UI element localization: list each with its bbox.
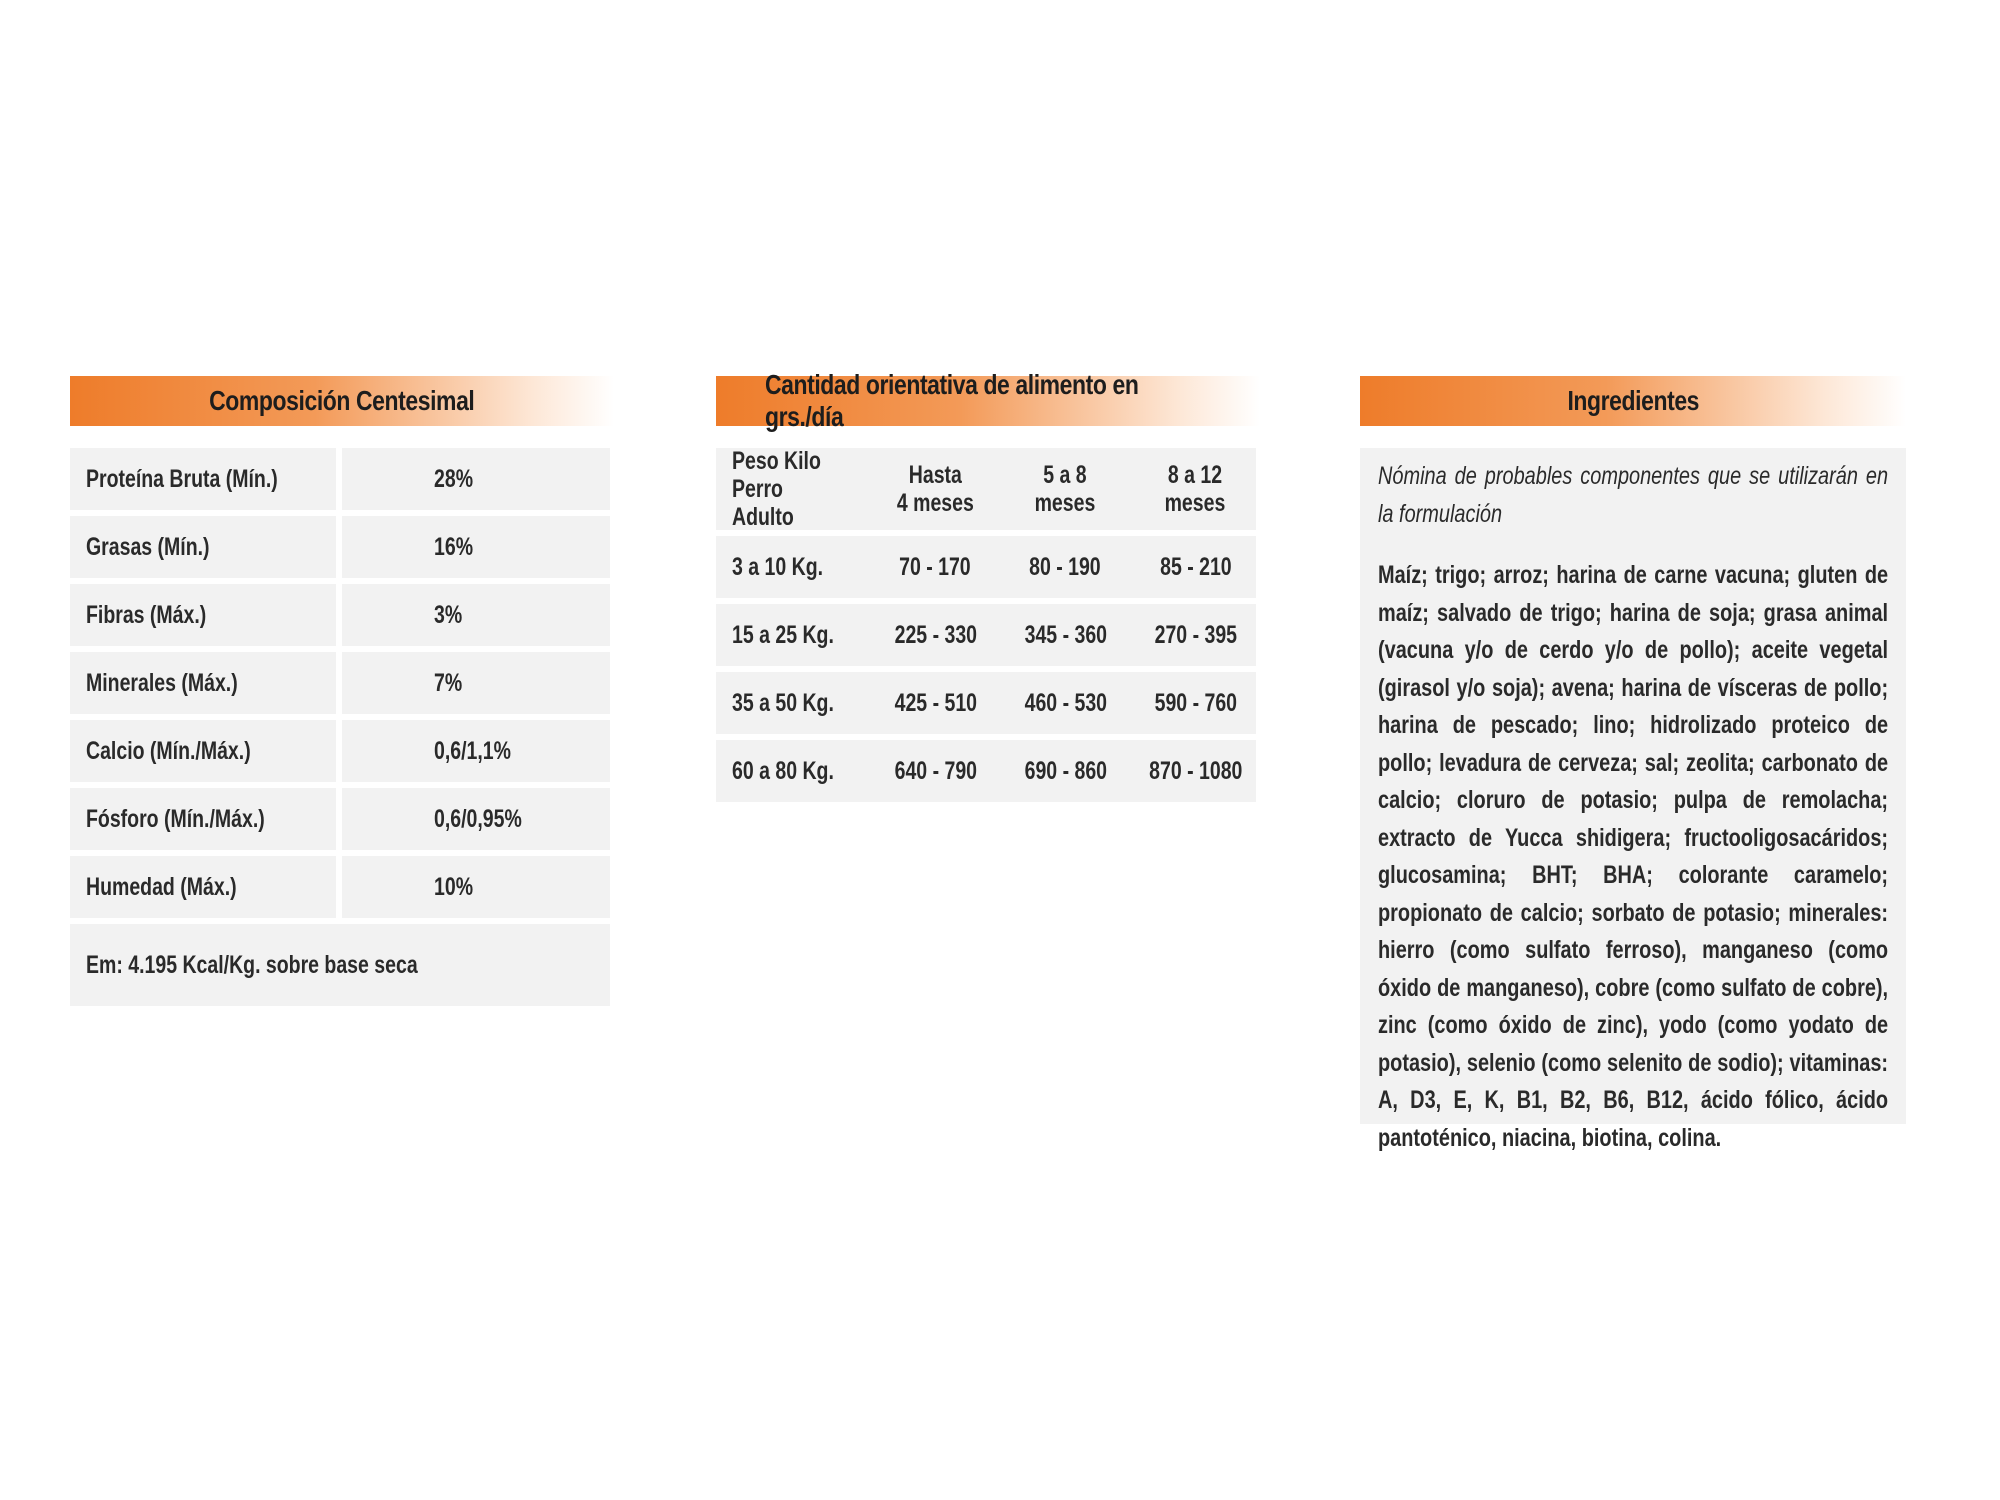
composicion-label: Grasas (Mín.) xyxy=(86,532,210,561)
table-cell xyxy=(716,621,875,649)
cell-text: 870 - 1080 xyxy=(1148,757,1243,785)
composicion-value: 10% xyxy=(434,872,474,901)
composicion-label: Minerales (Máx.) xyxy=(86,668,238,697)
column-header-text: Hasta 4 meses xyxy=(896,461,974,517)
composicion-label: Proteína Bruta (Mín.) xyxy=(86,464,278,493)
composicion-table xyxy=(70,448,614,1006)
composicion-value-cell xyxy=(342,788,610,850)
ingredientes-box xyxy=(1360,448,1906,1152)
cell-text: 15 a 25 Kg. xyxy=(732,621,834,649)
composicion-label-cell xyxy=(70,584,336,646)
table-cell xyxy=(716,553,875,581)
composicion-label: Fósforo (Mín./Máx.) xyxy=(86,804,265,833)
ingredientes-title: Ingredientes xyxy=(1567,385,1699,416)
cell-text: 270 - 395 xyxy=(1154,621,1237,649)
composicion-label-cell xyxy=(70,652,336,714)
composicion-panel xyxy=(70,376,614,1006)
cell-text: 345 - 360 xyxy=(1024,621,1107,649)
composicion-value: 0,6/1,1% xyxy=(434,736,511,765)
composicion-footer xyxy=(70,924,610,1006)
cantidad-header xyxy=(716,369,1260,432)
composicion-value: 28% xyxy=(434,464,474,493)
cell-text: 35 a 50 Kg. xyxy=(732,689,834,717)
energy-note: Em: 4.195 Kcal/Kg. sobre base seca xyxy=(86,950,418,979)
composicion-label: Humedad (Máx.) xyxy=(86,872,237,901)
table-row xyxy=(716,536,1256,598)
composicion-value-cell xyxy=(342,856,610,918)
composicion-value-cell xyxy=(342,448,610,510)
table-row xyxy=(716,672,1256,734)
composicion-value: 7% xyxy=(434,668,463,697)
column-header-text: Peso Kilo Perro Adulto xyxy=(732,447,821,531)
composicion-label-cell xyxy=(70,720,336,782)
table-cell xyxy=(875,553,996,581)
table-cell xyxy=(1135,757,1256,785)
table-header-row xyxy=(716,448,1256,530)
column-header xyxy=(716,447,875,531)
table-cell xyxy=(875,689,996,717)
table-cell xyxy=(1135,689,1256,717)
cantidad-title: Cantidad orientativa de alimento en grs./día xyxy=(764,369,1139,432)
table-row xyxy=(70,856,614,918)
cell-text: 60 a 80 Kg. xyxy=(732,757,834,785)
cantidad-panel xyxy=(716,369,1260,808)
table-row xyxy=(70,652,614,714)
table-row xyxy=(716,604,1256,666)
composicion-value: 0,6/0,95% xyxy=(434,804,522,833)
table-cell xyxy=(875,621,996,649)
composicion-value-cell xyxy=(342,720,610,782)
cell-text: 70 - 170 xyxy=(899,553,972,581)
ingredientes-panel xyxy=(1360,376,1906,1152)
cell-text: 460 - 530 xyxy=(1024,689,1107,717)
column-header xyxy=(875,461,996,517)
table-cell xyxy=(996,621,1135,649)
ingredientes-header xyxy=(1360,376,1906,426)
composicion-value-cell xyxy=(342,584,610,646)
composicion-value-cell xyxy=(342,652,610,714)
composicion-label-cell xyxy=(70,516,336,578)
cell-text: 425 - 510 xyxy=(894,689,977,717)
composicion-label-cell xyxy=(70,448,336,510)
cell-text: 690 - 860 xyxy=(1024,757,1107,785)
table-row xyxy=(716,740,1256,802)
composicion-header xyxy=(70,376,614,426)
table-cell xyxy=(875,757,996,785)
cell-text: 590 - 760 xyxy=(1154,689,1237,717)
table-cell xyxy=(1135,621,1256,649)
column-header xyxy=(996,461,1135,517)
cell-text: 85 - 210 xyxy=(1159,553,1232,581)
column-header-text: 5 a 8 meses xyxy=(1035,461,1096,517)
cantidad-table xyxy=(716,448,1256,802)
composicion-label: Fibras (Máx.) xyxy=(86,600,207,629)
table-row xyxy=(70,448,614,510)
cell-text: 640 - 790 xyxy=(894,757,977,785)
table-cell xyxy=(996,757,1135,785)
table-row xyxy=(70,516,614,578)
ingredientes-intro: Nómina de probables componentes que se utilizarán en la formulación xyxy=(1378,462,1889,528)
table-cell xyxy=(996,689,1135,717)
table-row xyxy=(70,788,614,850)
table-row xyxy=(70,720,614,782)
column-header xyxy=(1135,461,1256,517)
column-header-text: 8 a 12 meses xyxy=(1165,461,1226,517)
cell-text: 3 a 10 Kg. xyxy=(732,553,824,581)
composicion-title: Composición Centesimal xyxy=(209,385,475,416)
composicion-label-cell xyxy=(70,856,336,918)
cell-text: 225 - 330 xyxy=(894,621,977,649)
composicion-value: 3% xyxy=(434,600,463,629)
ingredientes-list: Maíz; trigo; arroz; harina de carne vacuna; gluten de maíz; salvado de trigo; harina de soja; grasa animal (vacuna y/o de cerdo y/o de pollo); aceite vegetal (girasol y/o soja); avena; harina de vísceras de pollo; harina de pescado; lino; hidrolizado proteico de pollo; levadura de cerveza; sal; zeolita; carbonato de calcio; cloruro de potasio; pulpa de remolacha; extracto de Yucca shidigera; fructooligosacáridos; glucosamina; BHT; BHA; colorante caramelo; propionato de calcio; sorbato de potasio; minerales: hierro (como sulfato ferroso), manganeso (como óxido de manganeso), cobre (como sulfato de cobre), zinc (como óxido de zinc), yodo (como yodato de potasio), selenio (como selenito de sodio); vitaminas: A, D3, E, K, B1, B2, B6, B12, ácido fólico, ácido pantoténico, niacina, biotina, colina. xyxy=(1378,561,1889,1152)
table-row xyxy=(70,584,614,646)
composicion-label: Calcio (Mín./Máx.) xyxy=(86,736,251,765)
composicion-label-cell xyxy=(70,788,336,850)
table-cell xyxy=(996,553,1135,581)
cell-text: 80 - 190 xyxy=(1029,553,1102,581)
table-cell xyxy=(716,757,875,785)
composicion-value-cell xyxy=(342,516,610,578)
composicion-value: 16% xyxy=(434,532,474,561)
table-cell xyxy=(716,689,875,717)
table-cell xyxy=(1135,553,1256,581)
